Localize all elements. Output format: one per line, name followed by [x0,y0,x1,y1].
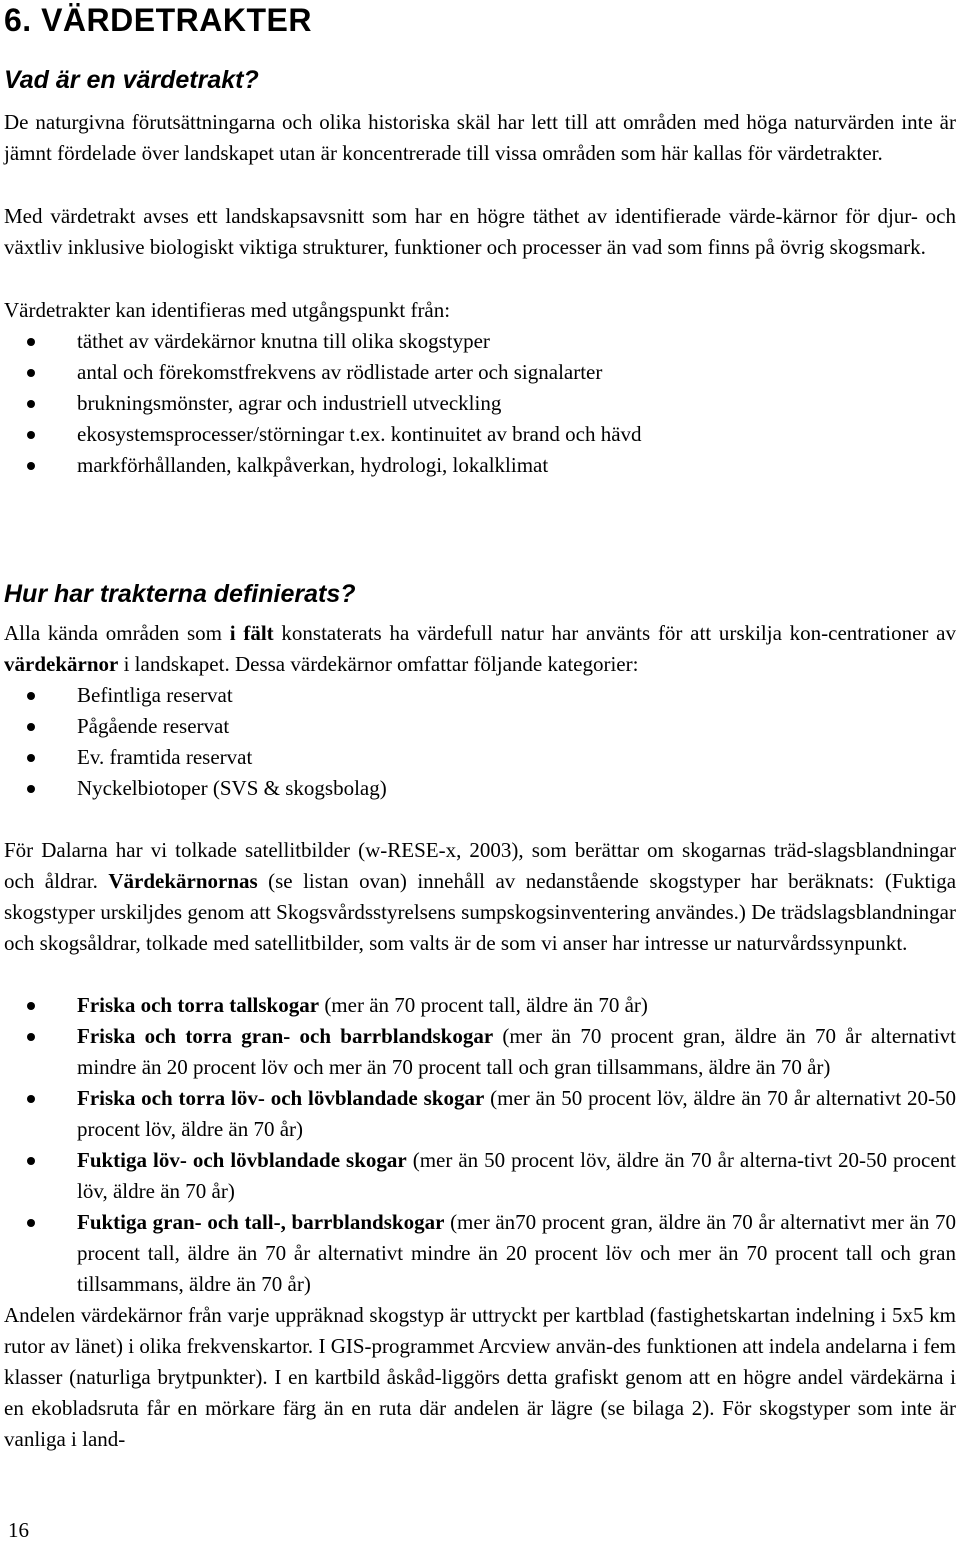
section-what-body [4,107,956,481]
list-item: Friska och torra gran- och barrblandskogar (mer än 70 procent gran, äldre än 70 år alternativt mindre än 20 procent löv och mer än 70 procent tall och gran tillsammans, äldre än 70 år) [4,1021,956,1083]
category-list [4,680,956,804]
bullet-icon [27,754,35,762]
paragraph: För Dalarna har vi tolkade satellitbilder (w-RESE-x, 2003), som berättar om skogarnas träd-slagsblandningar och åldrar. Värdekärnornas (se listan ovan) innehåll av nedanstående skogstyper har beräknats: (Fuktiga skogstyper urskiljdes genom att Skogsvårdsstyrelsens sumpskogsinventering användes.) De trädslagsblandningar och skogsåldrar, tolkade med satellitbilder, som valts är de som vi anser har intresse ur naturvårdssynpunkt. [4,838,957,955]
list-item: täthet av värdekärnor knutna till olika skogstyper [4,326,956,357]
list-item: Pågående reservat [4,711,956,742]
chapter-heading: 6. VÄRDETRAKTER [4,2,312,38]
bullet-icon [27,369,35,377]
bullet-icon [27,338,35,346]
list-item: Befintliga reservat [4,680,956,711]
bullet-icon [27,431,35,439]
list-item: Nyckelbiotoper (SVS & skogsbolag) [4,773,956,804]
paragraph: Med värdetrakt avses ett landskapsavsnitt som har en högre täthet av identifierade värde-kärnor för djur- och växtliv inklusive biologiskt viktiga strukturer, funktioner och processer än vad som finns på övrig skogsmark. [4,204,956,259]
list-item: antal och förekomstfrekvens av rödlistade arter och signalarter [4,357,956,388]
list-item: markförhållanden, kalkpåverkan, hydrologi, lokalklimat [4,450,956,481]
page-number: 16 [8,1518,29,1542]
section-how-body [4,618,956,1455]
bullet-icon [27,400,35,408]
bullet-icon [27,1002,35,1010]
paragraph: De naturgivna förutsättningarna och olika historiska skäl har lett till att områden med höga naturvärden inte är jämnt fördelade över landskapet utan är koncentrerade till vissa områden som här kallas för värdetrakter. [4,110,956,165]
list-item: Friska och torra tallskogar (mer än 70 procent tall, äldre än 70 år) [4,990,956,1021]
paragraph: Alla kända områden som i fält konstaterats ha värdefull natur har använts för att urskilja kon-centrationer av värdekärnor i landskapet. Dessa värdekärnor omfattar följande kategorier: [4,621,956,676]
list-item: brukningsmönster, agrar och industriell utveckling [4,388,956,419]
forest-type-list [4,990,956,1300]
bullet-icon [27,1219,35,1227]
bullet-icon [27,1033,35,1041]
list-item: Friska och torra löv- och lövblandade skogar (mer än 50 procent löv, äldre än 70 år alternativt 20-50 procent löv, äldre än 70 år) [4,1083,956,1145]
section-heading-how: Hur har trakterna definierats? [4,580,356,608]
list-item: Fuktiga löv- och lövblandade skogar (mer än 50 procent löv, äldre än 70 år alterna-tivt 20-50 procent löv, äldre än 70 år) [4,1145,956,1207]
bullet-icon [27,723,35,731]
section-heading-what: Vad är en värdetrakt? [4,66,259,94]
bullet-icon [27,692,35,700]
criteria-list [4,326,956,481]
bullet-icon [27,1095,35,1103]
paragraph: Andelen värdekärnor från varje uppräknad skogstyp är uttryckt per kartblad (fastighetskartan indelning i 5x5 km rutor av länet) i olika frekvenskartor. I GIS-programmet Arcview använ-des funktionen att indela andelarna i fem klasser (naturliga brytpunkter). I en kartbild åskåd-liggörs detta grafiskt genom att en högre andel värdekärna i en ekobladsruta får en mörkare färg än en ruta där andelen är lägre (se bilaga 2). För skogstyper som inte är vanliga i land- [4,1303,956,1451]
bullet-icon [27,1157,35,1165]
bullet-icon [27,462,35,470]
paragraph: Värdetrakter kan identifieras med utgångspunkt från: [4,298,451,322]
list-item: Fuktiga gran- och tall-, barrblandskogar (mer än70 procent gran, äldre än 70 år alternativt mer än 70 procent tall, äldre än 70 år alternativt mindre än 20 procent löv och mer än 70 procent tall och gran tillsammans, äldre än 70 år) [4,1207,956,1300]
list-item: ekosystemsprocesser/störningar t.ex. kontinuitet av brand och hävd [4,419,956,450]
bullet-icon [27,785,35,793]
list-item: Ev. framtida reservat [4,742,956,773]
